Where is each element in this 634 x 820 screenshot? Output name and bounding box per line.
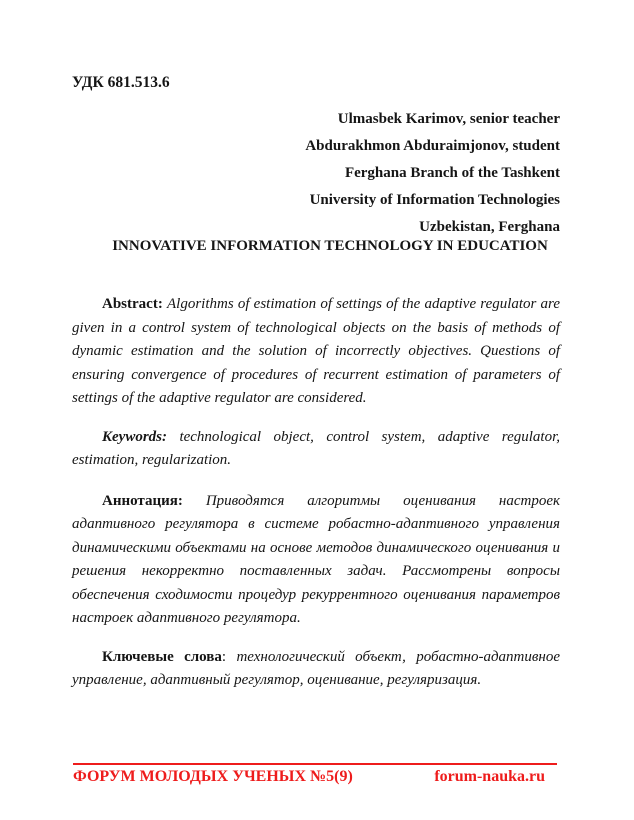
keywords-paragraph xyxy=(72,426,560,473)
author-line-1: Ulmasbek Karimov, senior teacher xyxy=(337,111,560,127)
abstract-text: Algorithms of estimation of settings of the adaptive regulator are given in a control system of technological objects on the basis of methods of dynamic estimation and the solution of incorrectly objectives. Questions of ensuring convergence of procedures of recurrent estimation of parameters of settings of the adaptive regulator are considered. xyxy=(72,296,560,406)
site-url: forum-nauka.ru xyxy=(434,768,545,785)
keywords-ru-colon: : xyxy=(221,648,227,665)
keywords-ru-paragraph xyxy=(72,646,560,693)
footer-row xyxy=(73,767,557,787)
page-footer xyxy=(73,763,557,787)
annotation-label: Аннотация: xyxy=(102,492,183,509)
annotation-text: Приводятся алгоритмы оценивания настроек адаптивного регулятора в системе робастно-адаптивного управления динамическими объектами на основе методов динамического оценивания и решения некорректно поставленных задач. Рассмотрены вопросы обеспечения сходимости процедур рекуррентного оценивания параметров настроек адаптивного регулятора. xyxy=(72,492,560,626)
author-line-5: Uzbekistan, Ferghana xyxy=(419,219,560,235)
author-line-2: Abdurakhmon Abduraimjonov, student xyxy=(305,138,560,154)
abstract-label: Abstract: xyxy=(102,296,163,312)
author-block xyxy=(72,106,560,241)
keywords-label: Keywords: xyxy=(102,428,167,445)
author-line-3: Ferghana Branch of the Tashkent xyxy=(344,165,560,181)
udc-number: УДК 681.513.6 xyxy=(72,74,170,91)
article-content xyxy=(72,72,560,693)
keywords-ru-label: Ключевые слова xyxy=(102,648,222,665)
article-title: INNOVATIVE INFORMATION TECHNOLOGY IN EDUCATION xyxy=(112,238,548,254)
annotation-paragraph xyxy=(72,490,560,631)
footer-rule xyxy=(73,763,557,765)
abstract-paragraph xyxy=(72,293,560,411)
author-line-4: University of Information Technologies xyxy=(309,192,560,208)
journal-name: ФОРУМ МОЛОДЫХ УЧЕНЫХ №5(9) xyxy=(73,768,353,785)
keywords-ru-text: технологический объект, робастно-адаптивное управление, адаптивный регулятор, оценивание, регуляризация. xyxy=(72,648,560,688)
keywords-text: technological object, control system, adaptive regulator, estimation, regularization. xyxy=(72,428,561,468)
